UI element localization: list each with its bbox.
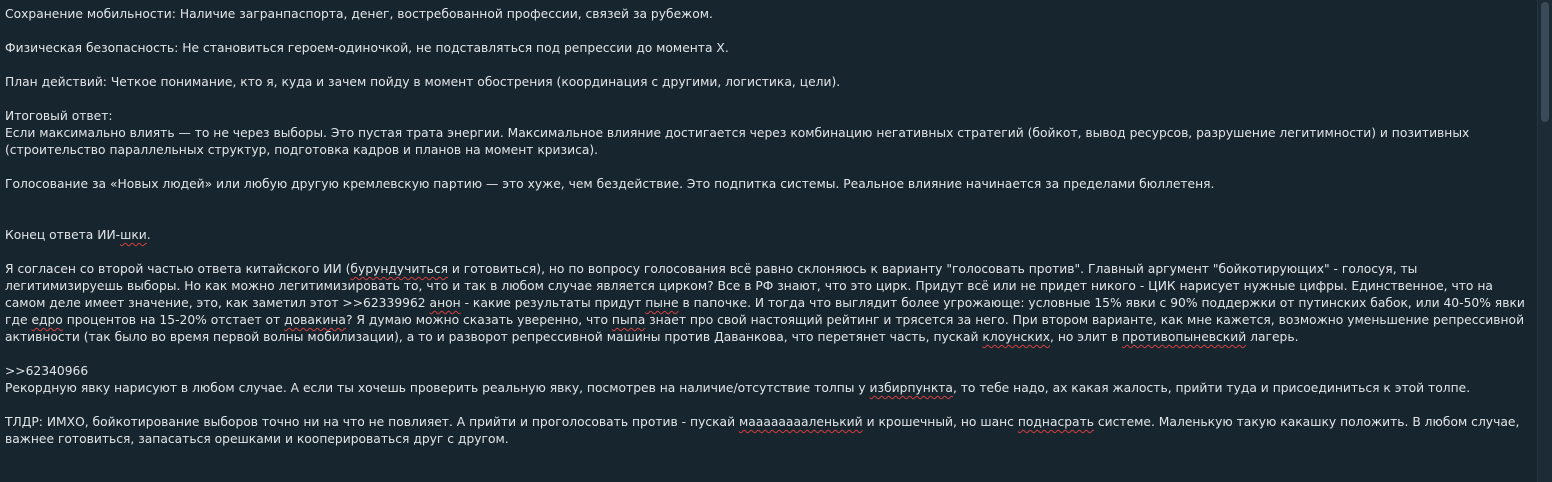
paragraph-tldr [5,414,1527,448]
main-argument-text: знает про свой настоящий рейтинг и трясется за него. При втором варианте, как мне кажется, возможно уменьшение репрессивной активности (так было во время первой волны мобилизации), а то и разворот репрессивной машины против Даванкова, что перетянет часть, пускай [5,313,1525,344]
record-turnout-text: Рекордную явку нарисуют в любом случае. А если ты хочешь проверить реальную явку, посмотрев на наличие/отсутствие толпы у [5,381,870,395]
main-argument-text: , но элит в [1050,330,1123,344]
tldr-text: и крошечный, но шанс [862,415,1018,429]
paragraph-end-of-ai-answer [5,227,1527,244]
paragraph-record-turnout [5,363,1527,397]
end-of-ai-answer-text: Конец ответа ИИ- [5,228,121,242]
paragraph-voting-text: Голосование за «Новых людей» или любую другую кремлевскую партию — это хуже, чем бездействие. Это подпитка системы. Реальное влияние начинается за пределами бюллетеня. [5,177,1215,191]
misspelled-word: избирпункта [869,381,953,395]
main-argument-text: процентов на 15-20% отстает от [62,313,285,327]
reply-reference: >>62340966 [5,364,89,378]
paragraph-main-argument [5,261,1527,346]
paragraph-action-plan-text: План действий: Четкое понимание, кто я, куда и зачем пойду в момент обострения (координация с другими, логистика, цели). [5,75,841,89]
misspelled-word: шки [120,228,147,242]
tldr-text: ТЛДР: ИМХО, бойкотирование выборов точно ни на что не повлияет. А прийти и проголосовать против - пускай [5,415,739,429]
main-argument-text: Я согласен со второй частью ответа китайского ИИ ( [5,262,351,276]
final-answer-body: Если максимально влиять — то не через выборы. Это пустая трата энергии. Максимальное влияние достигается через комбинацию негативных стратегий (бойкот, вывод ресурсов, разрушение легитимности) и позитивных (строительство параллельных структур, подготовка кадров и планов на момент кризиса). [5,126,1470,157]
misspelled-word: довакина [284,313,346,327]
misspelled-word: пыпа [611,313,646,327]
end-of-ai-answer-tail: . [146,228,151,242]
paragraph-mobility-text: Сохранение мобильности: Наличие загранпаспорта, денег, востребованной профессии, связей за рубежом. [5,7,713,21]
scrollbar-thumb[interactable] [1541,2,1549,122]
paragraph-action-plan [5,74,1527,91]
misspelled-word: анон [429,296,461,310]
misspelled-word: бурундучиться [350,262,448,276]
main-argument-text: в папочке. И тогда что выглядит более угрожающе: условные 15% явки с 90% поддержки от путинских бабок, или 40-50% явки где [5,296,1525,327]
paragraph-physical-safety [5,40,1527,57]
misspelled-word: пыне [645,296,679,310]
misspelled-word: едро [31,313,63,327]
final-answer-title: Итоговый ответ: [5,109,113,123]
misspelled-word: клоунских [982,330,1050,344]
main-argument-text: - какие результаты придут [460,296,646,310]
misspelled-word: мааааааааленький [738,415,863,429]
misspelled-word: противопыневский [1122,330,1247,344]
paragraph-physical-safety-text: Физическая безопасность: Не становиться героем-одиночкой, не подставляться под репрессии до момента X. [5,41,729,55]
paragraph-voting [5,176,1527,193]
misspelled-word: поднасрать [1017,415,1094,429]
vertical-scrollbar[interactable] [1537,0,1552,482]
paragraph-mobility [5,6,1527,23]
record-turnout-text: , то тебе надо, ах какая жалость, прийти туда и присоединиться к этой толпе. [952,381,1471,395]
main-argument-text: лагерь. [1246,330,1299,344]
paragraph-final-answer [5,108,1527,159]
main-argument-text: и готовиться), но по вопросу голосования всё равно склоняюсь к варианту "голосовать против". Главный аргумент "бойкотирующих" - голосуя, ты легитимизируешь выборы. Но как можно легитимизировать то, что и так в любом случае является цирком? Все в РФ знают, что это цирк. Придут всё или не придет никого - ЦИК нарисует нужные цифры. Единственное, что на самом деле имеет значение, это, как заметил этот >>62339962 [5,262,1493,310]
tldr-text: системе. Маленькую такую какашку положить. В любом случае, важнее готовиться, запасаться орешками и кооперироваться друг с другом. [5,415,1520,446]
main-argument-text: ? Я думаю можно сказать уверенно, что [345,313,612,327]
